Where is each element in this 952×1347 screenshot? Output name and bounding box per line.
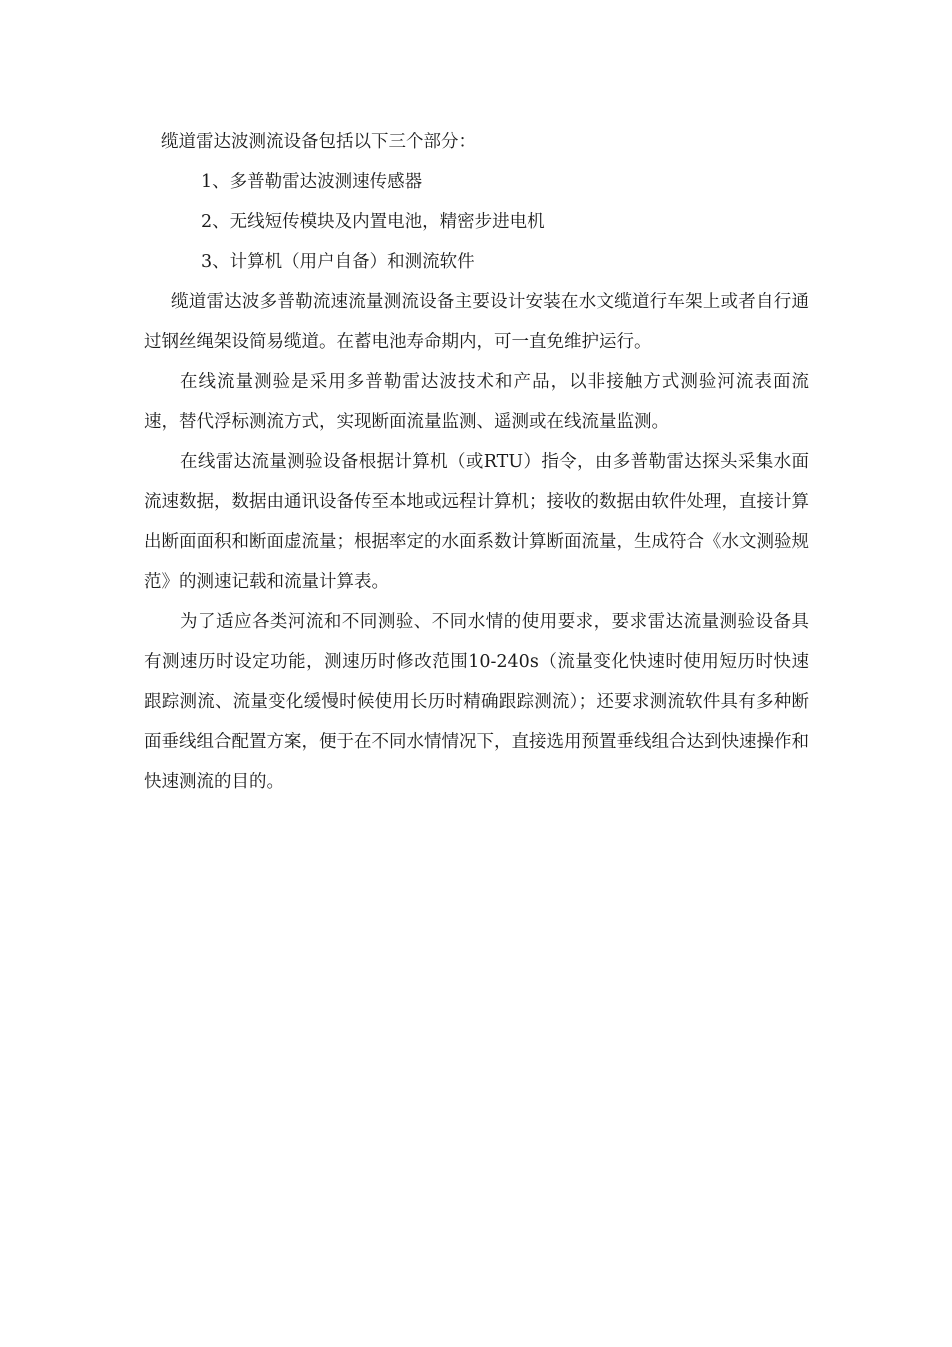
paragraph-online-measurement: 在线流量测验是采用多普勒雷达波技术和产品，以非接触方式测验河流表面流速，替代浮标测流方式，实现断面流量监测、遥测或在线流量监测。 — [144, 372, 809, 432]
document-body — [144, 122, 809, 802]
paragraph-radar-workflow: 在线雷达流量测验设备根据计算机（或RTU）指令，由多普勒雷达探头采集水面流速数据，数据由通讯设备传至本地或远程计算机；接收的数据由软件处理，直接计算出断面面积和断面虚流量；根据率定的水面系数计算断面流量，生成符合《水文测验规范》的测速记载和流量计算表。 — [144, 452, 809, 592]
component-item-3: 3、计算机（用户自备）和测流软件 — [201, 252, 475, 272]
paragraph-requirements: 为了适应各类河流和不同测验、不同水情的使用要求，要求雷达流量测验设备具有测速历时设定功能，测速历时修改范围10-240s（流量变化快速时使用短历时快速跟踪测流、流量变化缓慢时候使用长历时精确跟踪测流）；还要求测流软件具有多种断面垂线组合配置方案，便于在不同水情情况下，直接选用预置垂线组合达到快速操作和快速测流的目的。 — [144, 612, 809, 792]
component-list — [144, 162, 809, 282]
intro-line: 缆道雷达波测流设备包括以下三个部分： — [161, 132, 476, 152]
component-item-2: 2、无线短传模块及内置电池，精密步进电机 — [201, 212, 545, 232]
component-item-1: 1、多普勒雷达波测速传感器 — [201, 172, 423, 192]
paragraph-installation: 缆道雷达波多普勒流速流量测流设备主要设计安装在水文缆道行车架上或者自行通过钢丝绳架设简易缆道。在蓄电池寿命期内，可一直免维护运行。 — [144, 292, 809, 352]
